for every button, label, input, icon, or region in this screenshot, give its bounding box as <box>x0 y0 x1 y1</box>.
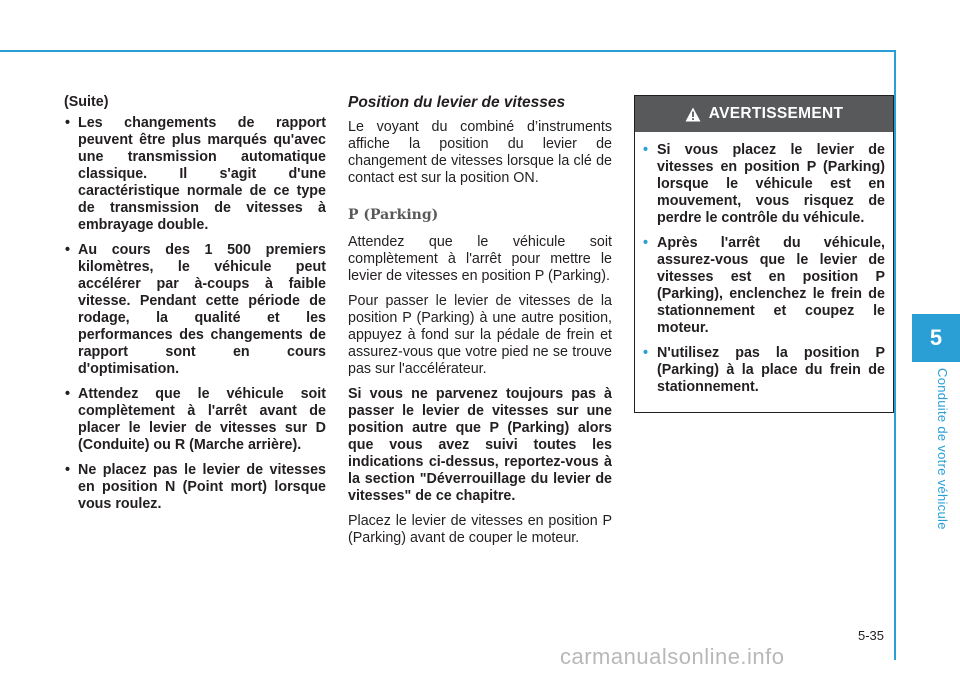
warning-box <box>634 95 894 413</box>
warning-title: AVERTISSEMENT <box>708 105 844 122</box>
subsection-title: P (Parking) <box>348 207 439 223</box>
list-item-text: N'utilisez pas la position P (Parking) à la place du frein de stationnement. <box>657 345 885 395</box>
bullet-icon: • <box>65 462 71 478</box>
list-item-text: Si vous placez le levier de vitesses en position P (Parking) lorsque le véhicule est en mouvement, vous risquez de perdre le contrôle du véhicule. <box>657 142 885 226</box>
list-item-text: Après l'arrêt du véhicule, assurez-vous que le levier de vitesses est en position P (Parking), enclenchez le frein de stationnement et coupez le moteur. <box>657 235 885 336</box>
chapter-tab[interactable]: 5 <box>912 314 960 362</box>
bullet-icon: • <box>643 142 649 158</box>
bullet-icon: • <box>65 115 71 131</box>
list-item-text: Au cours des 1 500 premiers kilomètres, le véhicule peut accélérer par à-coups à faible vitesse. Pendant cette période de rodage, la qualité et les performances des changements de rapport sont en cours d'optimisation. <box>78 242 326 377</box>
paragraph: Attendez que le véhicule soit complètement à l'arrêt pour mettre le levier de vitesses en position P (Parking). <box>348 234 612 284</box>
watermark: carmanualsonline.info <box>560 644 785 669</box>
middle-column <box>348 94 612 555</box>
list-item <box>643 142 885 227</box>
list-item <box>643 345 885 396</box>
list-item-text: Les changements de rapport peuvent être plus marqués qu'avec une transmission automatique classique. Il s'agit d'une caractéristique normale de ce type de transmission de vitesses à embrayage double. <box>78 115 326 233</box>
warning-list <box>635 132 893 396</box>
list-item <box>643 235 885 337</box>
list-item <box>64 386 326 454</box>
left-column <box>64 94 326 521</box>
paragraph: Placez le levier de vitesses en position P (Parking) avant de couper le moteur. <box>348 513 612 546</box>
warning-header <box>635 96 893 132</box>
continued-heading: (Suite) <box>64 94 109 110</box>
bullet-icon: • <box>65 386 71 402</box>
list-item-text: Ne placez pas le levier de vitesses en position N (Point mort) lorsque vous roulez. <box>78 462 326 512</box>
left-bullet-list <box>64 115 326 513</box>
side-rule <box>894 50 896 660</box>
list-item <box>64 462 326 513</box>
bullet-icon: • <box>643 235 649 251</box>
warning-triangle-icon <box>685 107 701 122</box>
list-item <box>64 115 326 234</box>
list-item-text: Attendez que le véhicule soit complètement à l'arrêt avant de placer le levier de vitesses sur D (Conduite) ou R (Marche arrière). <box>78 386 326 453</box>
paragraph: Pour passer le levier de vitesses de la position P (Parking) à une autre position, appuyez à fond sur la pédale de frein et assurez-vous que votre pied ne se trouve pas sur l'accélérateur. <box>348 293 612 377</box>
bullet-icon: • <box>643 345 649 361</box>
bullet-icon: • <box>65 242 71 258</box>
list-item <box>64 242 326 378</box>
top-rule <box>0 50 894 52</box>
intro-paragraph: Le voyant du combiné d’instruments affiche la position du levier de changement de vitesses lorsque la clé de contact est sur la position ON. <box>348 119 612 186</box>
bold-paragraph: Si vous ne parvenez toujours pas à passer le levier de vitesses sur une position autre que P (Parking) alors que vous avez suivi toutes les indications ci-dessus, reportez-vous à la section "Déverrouillage du levier de vitesses" de ce chapitre. <box>348 386 612 504</box>
page-number: 5-35 <box>858 628 885 643</box>
chapter-title: Conduite de votre véhicule <box>935 368 950 530</box>
section-title: Position du levier de vitesses <box>348 94 566 111</box>
